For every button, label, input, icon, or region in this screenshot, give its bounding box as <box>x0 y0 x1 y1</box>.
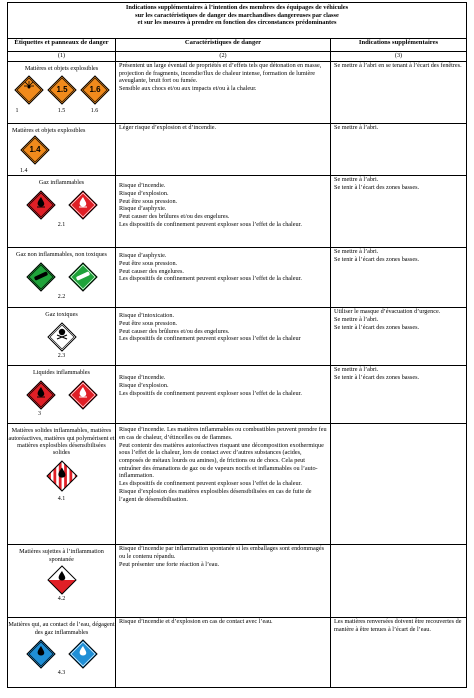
spontaneous-combustion-icon <box>47 565 77 595</box>
class-1-4-icon <box>20 135 50 165</box>
col-number: (1) <box>8 52 116 62</box>
table-row <box>8 308 467 366</box>
table-title <box>8 3 467 39</box>
hazard-text: Risque d’incendie. <box>119 182 166 190</box>
row-name: Liquides inflammables <box>33 369 90 377</box>
hazard-text: Risque d’incendie par inflammation spontanée si les emballages sont endommagés ou le contenu répandu. <box>119 545 324 560</box>
header-labels: Étiquettes et panneaux de danger <box>8 39 116 52</box>
header-extra: Indications supplémentaires <box>331 39 467 52</box>
label-number: 2.3 <box>57 352 66 359</box>
extra-text: Se tenir à l’écart des zones basses. <box>334 373 420 381</box>
hazard-text: Les dispositifs de confinement peuvent exploser sous l’effet de la chaleur <box>119 335 301 343</box>
table-row <box>8 176 467 248</box>
table-row <box>8 366 467 424</box>
extra-text: Les matières renversées doivent être recouvertes de manière à être tenues à l’écart de l’eau. <box>334 618 462 633</box>
extra-text: Utiliser le masque d’évacuation d’urgence. <box>334 308 441 316</box>
svg-text:1.5: 1.5 <box>55 85 68 95</box>
hazard-text: Sensible aux chocs et/ou aux impacts et/ou à la chaleur. <box>119 85 257 93</box>
label-number: 1 <box>15 107 19 114</box>
hazard-text: Risque d’incendie et d’explosion en cas de contact avec l’eau. <box>119 618 273 626</box>
hazard-text: Peut causer des brûlures et/ou des engelures. <box>119 327 230 335</box>
extra-text: Se mettre à l’abri. <box>334 176 379 184</box>
hazard-text: Peut causer des brûlures et/ou des engelures. <box>119 213 230 221</box>
explosion-icon <box>14 75 44 105</box>
row-name: Matières et objets explosibles <box>12 127 86 134</box>
title-line: Indications supplémentaires à l’intention des membres des équipages de véhicules <box>125 4 349 11</box>
explosive-label-1-5 <box>47 75 77 115</box>
hazard-text: Risque d’incendie. Les matières inflammables ou combustibles peuvent prendre feu en cas de chaleur, d’étincelles ou de flammes. <box>119 426 327 441</box>
hazard-text: Les dispositifs de confinement peuvent exploser sous l’effet de la chaleur. <box>119 275 302 283</box>
svg-text:1.6: 1.6 <box>88 85 101 95</box>
svg-text:1.4: 1.4 <box>29 145 41 155</box>
table-row <box>8 248 467 308</box>
dangerous-when-wet-icon <box>26 639 56 669</box>
table-row <box>8 424 467 545</box>
label-number: 4.1 <box>57 495 66 502</box>
flame-icon <box>26 380 56 410</box>
hazard-text: Risque d’asphyxie. <box>119 205 167 213</box>
extra-text: Se tenir à l’écart des zones basses. <box>334 323 420 331</box>
hazard-text: Risque d’intoxication. <box>119 312 174 320</box>
label-number: 2.1 <box>57 221 66 228</box>
flame-icon <box>26 190 56 220</box>
extra-text: Se mettre à l’abri. <box>334 248 379 256</box>
table-row <box>8 545 467 618</box>
gas-cylinder-icon <box>68 262 98 292</box>
hazard-text: Risque d’incendie. <box>119 374 166 382</box>
class-1-6-icon <box>80 75 110 105</box>
row-name: Gaz inflammables <box>38 179 85 187</box>
header-hazards: Caractéristiques de danger <box>116 39 331 52</box>
hazard-text: Risque d’asphyxie. <box>119 252 167 260</box>
hazard-text: Présentent un large éventail de propriétés et d’effets tels que détonation en masse, projection de fragments, incendie/flux de chaleur intense, formation de lumière aveuglante, bruit fort ou fumée. <box>119 62 322 85</box>
label-number: 1.5 <box>57 107 66 114</box>
row-name: Matières et objets explosibles <box>24 65 99 72</box>
hazard-text: Les dispositifs de confinement peuvent exploser sous l’effet de la chaleur. <box>119 389 302 397</box>
row-name: Matières qui, au contact de l’eau, dégagent des gaz inflammables <box>8 621 115 636</box>
row-name: Matières solides inflammables, matières autoréactives, matières qui polymérisent et matières explosibles désensibilisées solides <box>8 427 115 457</box>
explosive-label-1-4 <box>20 135 50 175</box>
hazard-text: Peut présenter une forte réaction à l’eau. <box>119 560 220 568</box>
col-number: (3) <box>331 52 467 62</box>
hazard-text: Peut être sous pression. <box>119 197 178 205</box>
hazard-text: Peut être sous pression. <box>119 319 178 327</box>
hazard-text: Risque d’explosion des matières explosibles désensibilisées en cas de fuite de l’agent de désensibilisation. <box>119 487 312 503</box>
extra-empty <box>331 545 467 618</box>
extra-text: Se mettre à l’abri en se tenant à l’écart des fenêtres. <box>334 62 462 69</box>
extra-text: Se mettre à l’abri. <box>334 124 379 131</box>
extra-text: Se tenir à l’écart des zones basses. <box>334 255 420 263</box>
hazard-text: Peut être sous pression. <box>119 259 178 267</box>
flame-icon <box>68 380 98 410</box>
row-name: Gaz toxiques <box>45 311 78 319</box>
flame-icon <box>68 190 98 220</box>
hazard-text: Peut causer des engelures. <box>119 267 184 275</box>
row-name: Gaz non inflammables, non toxiques <box>16 251 107 259</box>
hazard-text: Risque d’explosion. <box>119 381 169 389</box>
label-number: 1.6 <box>90 107 99 114</box>
class-1-5-icon <box>47 75 77 105</box>
title-line: et sur les mesures à prendre en fonction des circonstances prédominantes <box>137 19 337 27</box>
row-name: Matières sujettes à l’inflammation spontanée <box>19 548 104 563</box>
skull-icon <box>47 322 77 352</box>
label-number: 1.4 <box>20 167 28 174</box>
explosive-label-1-6 <box>80 75 110 115</box>
hazard-text: Les dispositifs de confinement peuvent exploser sous l’effet de la chaleur. <box>119 480 302 488</box>
extra-text: Se mettre à l’abri. <box>334 366 379 374</box>
label-number: 3 <box>38 410 41 417</box>
extra-text: Se tenir à l’écart des zones basses. <box>334 183 420 191</box>
title-line: sur les caractéristiques de danger des marchandises dangereuses par classe <box>135 11 339 19</box>
table-row <box>8 618 467 688</box>
hazard-text: Risque d’explosion. <box>119 189 169 197</box>
extra-text: Se mettre à l’abri. <box>334 315 379 323</box>
table-row <box>8 124 467 176</box>
extra-empty <box>331 424 467 545</box>
label-number: 4.3 <box>57 670 66 677</box>
label-number: 2.2 <box>57 293 66 300</box>
label-number: 4.2 <box>57 596 66 603</box>
flammable-solid-icon <box>46 460 78 492</box>
dangerous-when-wet-icon <box>68 639 98 669</box>
hazard-text: Les dispositifs de confinement peuvent exploser sous l’effet de la chaleur. <box>119 220 302 228</box>
hazard-text: Peut contenir des matières autoréactives risquant une décomposition exothermique sous l’effet de la chaleur, lors de contact avec d’autres substances (acides, composés de métaux lourds ou amines), de frictions ou de chocs. Cela peut entraîner des émanations de gaz ou de vapeurs nocifs et inflammables ou l’auto-inflammation. <box>119 441 324 480</box>
gas-cylinder-icon <box>26 262 56 292</box>
explosive-label-1 <box>14 75 44 115</box>
hazard-table <box>7 2 467 688</box>
col-number: (2) <box>116 52 331 62</box>
table-row <box>8 62 467 124</box>
hazard-text: Léger risque d’explosion et d’incendie. <box>119 124 217 131</box>
